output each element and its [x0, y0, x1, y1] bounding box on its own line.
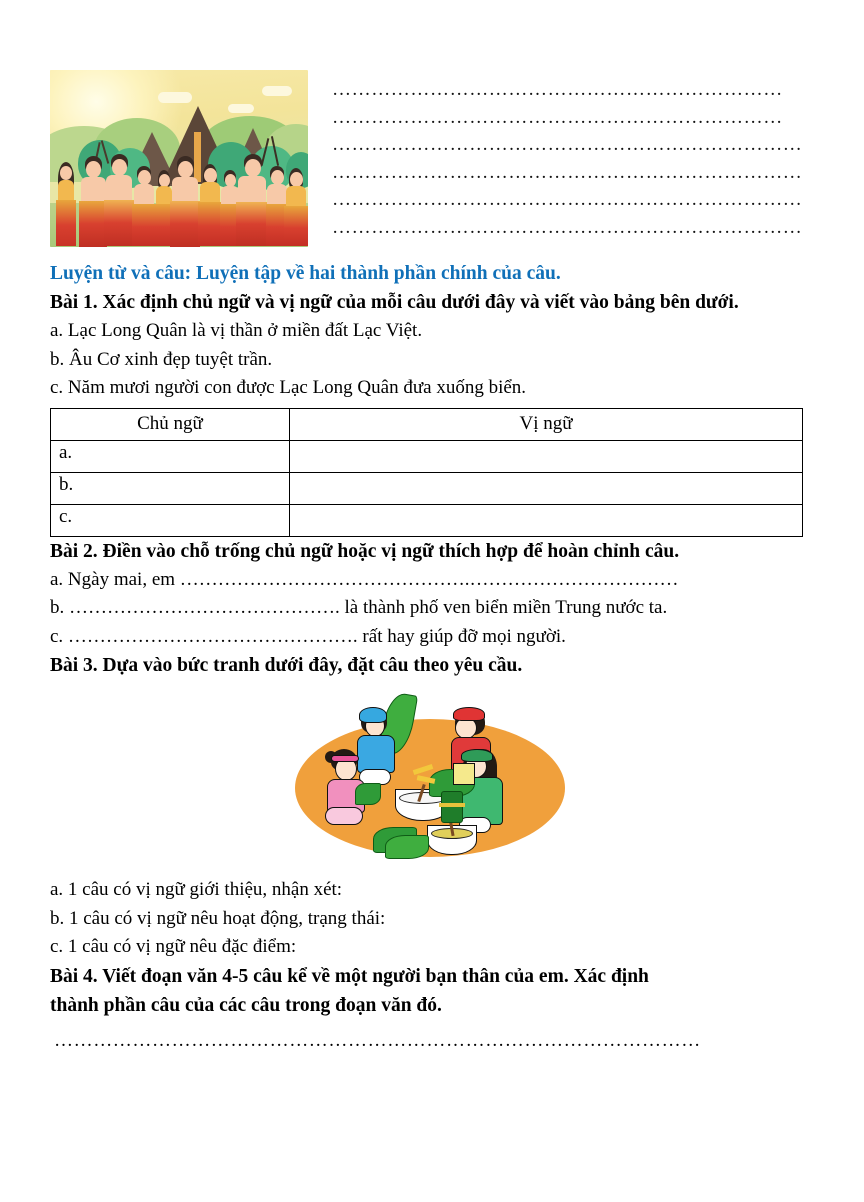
figure-person	[132, 166, 156, 246]
answer-line[interactable]: ………………………………………………………………	[332, 134, 803, 155]
answer-line[interactable]: ……………………………………………………………	[332, 106, 783, 128]
table-cell-answer-a[interactable]	[290, 440, 803, 472]
headband-shape	[331, 755, 359, 762]
exercise3-item-a: a. 1 câu có vị ngữ giới thiệu, nhận xét:	[50, 879, 343, 900]
exercise3-title: Bài 3. Dựa vào bức tranh dưới đây, đặt câu theo yêu cầu.	[50, 655, 523, 676]
figure-person	[284, 168, 308, 246]
illustration-goi-banh-chung	[289, 685, 571, 871]
exercise2-item-b[interactable]: b. ……………………………………. là thành phố ven biển miền Trung nước ta.	[50, 597, 668, 618]
cloud-icon	[262, 86, 292, 96]
table-cell-answer-c[interactable]	[290, 504, 803, 536]
answer-line[interactable]: ………………………………………………………………	[332, 161, 803, 183]
table-row	[51, 504, 803, 536]
cloud-icon	[158, 92, 192, 103]
exercise2-title: Bài 2. Điền vào chỗ trống chủ ngữ hoặc vị ngữ thích hợp để hoàn chỉnh câu.	[50, 540, 680, 562]
figure-child-pink	[323, 751, 381, 829]
table-cell-label-c[interactable]: c.	[51, 504, 290, 536]
trousers-shape	[325, 807, 363, 825]
table-row	[51, 472, 803, 504]
exercise1-item-a: a. Lạc Long Quân là vị thần ở miền đất Lạc Việt.	[50, 320, 423, 341]
top-block	[50, 70, 810, 250]
table-cell-answer-b[interactable]	[290, 472, 803, 504]
exercise4-title-line2: thành phần câu của các câu trong đoạn văn đó.	[50, 994, 442, 1016]
banh-chung-shape	[453, 763, 475, 785]
pot-of-bean-paste	[427, 825, 477, 855]
exercise3-item-c: c. 1 câu có vị ngữ nêu đặc điểm:	[50, 936, 297, 957]
headscarf-shape	[359, 707, 387, 723]
lesson-heading: Luyện từ và câu: Luyện tập về hai thành phần chính của câu.	[50, 263, 561, 284]
exercise4-answer-line[interactable]: ………………………………………………………………………………………	[54, 1029, 701, 1051]
answer-line[interactable]: ……………………………………………………………	[332, 79, 783, 100]
table-cell-label-b[interactable]: b.	[51, 472, 290, 504]
headscarf-shape	[453, 707, 485, 721]
tying-string-shape	[439, 803, 465, 807]
table-cell-label-a[interactable]: a.	[51, 440, 290, 472]
exercise1-item-c: c. Năm mươi người con được Lạc Long Quân đưa xuống biển.	[50, 377, 527, 398]
illustration-lac-long-quan	[50, 70, 308, 247]
figure-person	[104, 154, 134, 246]
answer-lines-group	[332, 70, 810, 241]
subject-predicate-table	[50, 408, 803, 537]
figure-person	[236, 154, 268, 246]
exercise3-item-b: b. 1 câu có vị ngữ nêu hoạt động, trạng thái:	[50, 907, 386, 929]
exercise2-item-c[interactable]: c. ………………………………………. rất hay giúp đỡ mọi người.	[50, 625, 566, 647]
leaf-shape	[385, 835, 429, 859]
table-row	[51, 440, 803, 472]
table-header-chu-ngu: Chủ ngữ	[51, 408, 290, 440]
exercise4-title-line1: Bài 4. Viết đoạn văn 4-5 câu kể về một người bạn thân của em. Xác định	[50, 965, 649, 987]
table-header-vi-ngu: Vị ngữ	[290, 408, 803, 440]
exercise1-title: Bài 1. Xác định chủ ngữ và vị ngữ của mỗi câu dưới đây và viết vào bảng bên dưới.	[50, 292, 739, 313]
exercise3-image-wrap	[50, 680, 810, 876]
headscarf-shape	[461, 749, 493, 762]
figure-person	[170, 156, 200, 246]
banh-chung-shape	[441, 791, 463, 823]
table-header-row	[51, 408, 803, 440]
exercise1-item-b: b. Âu Cơ xinh đẹp tuyệt trần.	[50, 348, 273, 370]
answer-line[interactable]: ………………………………………………………………	[332, 216, 803, 238]
answer-line[interactable]: ………………………………………………………………	[332, 189, 803, 210]
exercise4-title	[50, 962, 810, 1020]
figure-person	[54, 162, 78, 246]
exercise2-item-a[interactable]: a. Ngày mai, em ……………………………………….……………………………	[50, 568, 679, 590]
figure-person	[198, 164, 222, 246]
